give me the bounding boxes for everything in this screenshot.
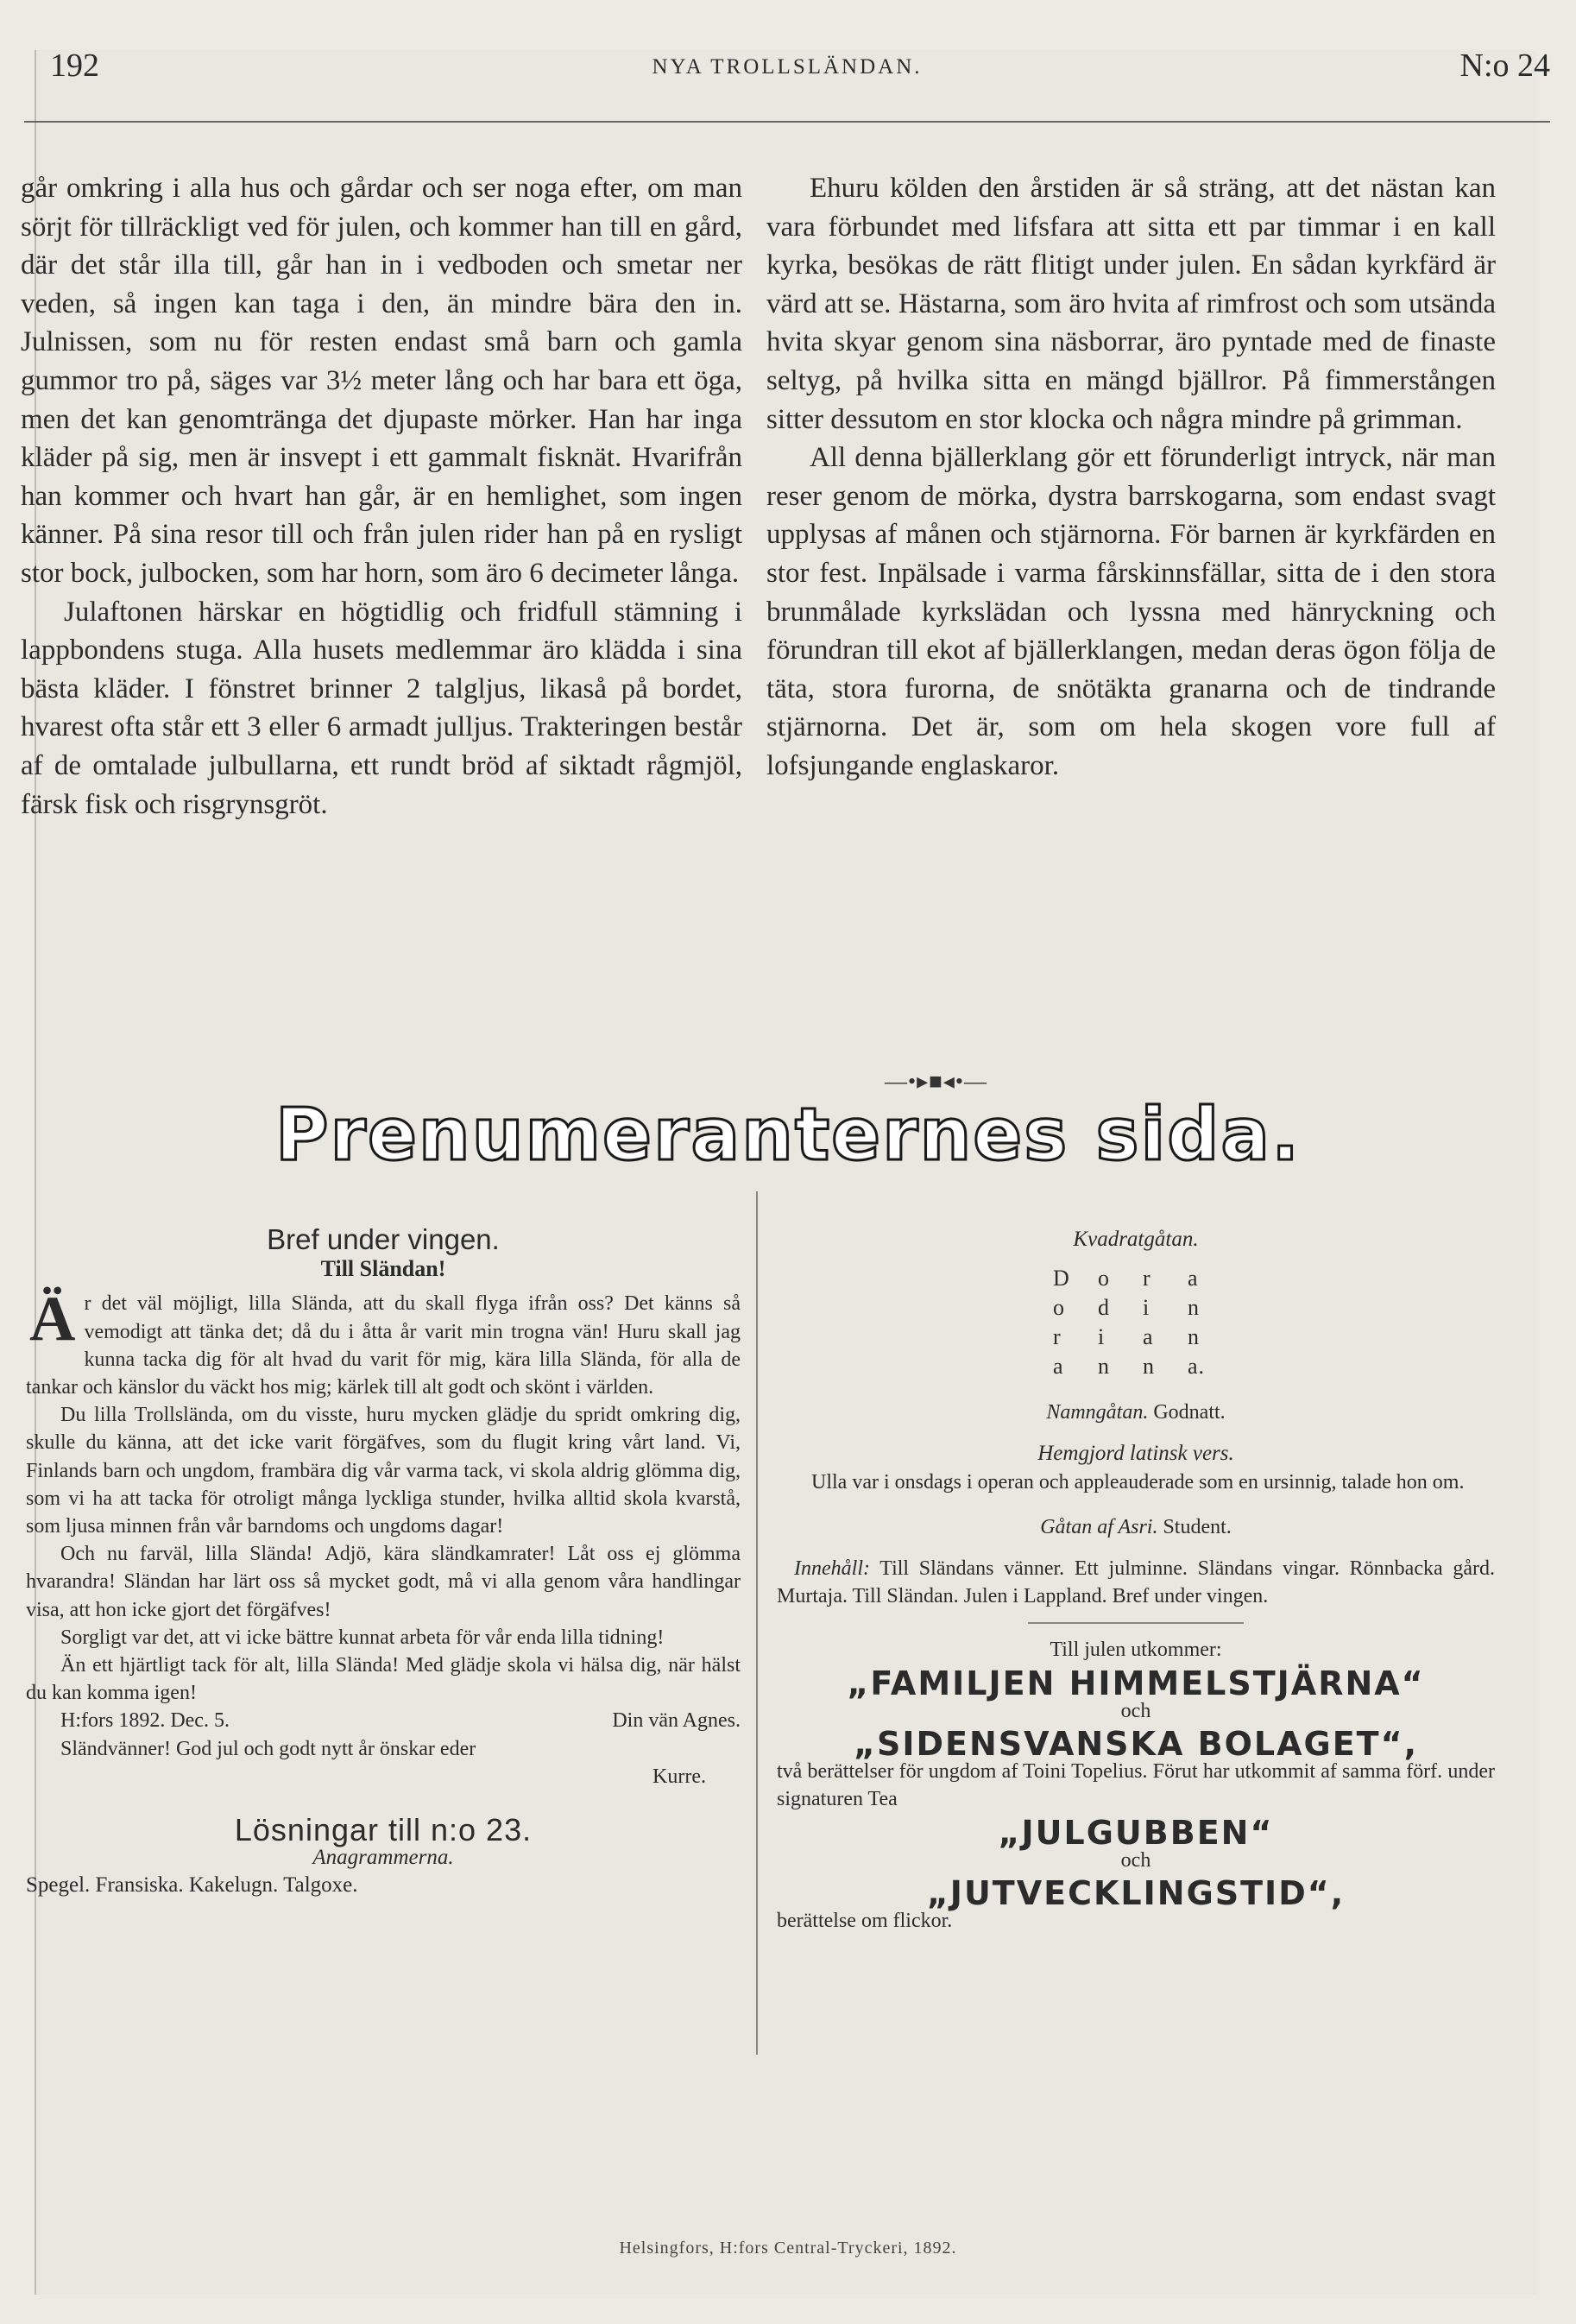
namngatan-label: Namngåtan. [1046,1401,1149,1424]
grid-cell: r [1053,1324,1062,1350]
grid-cell: a [1188,1266,1199,1291]
grid-cell: r [1143,1266,1151,1291]
book-title-1: „FAMILJEN HIMMELSTJÄRNA“ [847,1664,1425,1702]
och-1: och [1120,1699,1151,1722]
letter-salutation: Till Sländan! [320,1256,446,1282]
kvadrat-title: Kvadratgåtan. [1073,1228,1199,1251]
book-4-description: berättelse om flickor. [777,1910,953,1933]
book-title-4: „JUTVECKLINGSTID“, [926,1874,1346,1913]
grid-cell: i [1098,1324,1106,1350]
solutions-title: Lösningar till n:o 23. [234,1812,533,1848]
left-paragraph-1: går omkring i alla hus och gårdar och ser noga efter, om man sörjt för tillräckligt ved för julen, och kommer han till en gård, där det står illa till, går han in i vedboden och smetar ner veden, så ingen kan taga i den, än mindre bära den in. Julnissen, som nu för resten endast små barn och gamla gummor tro på, säges var 3½ meter lång och har bara ett öga, men det kan genomtränga det djupaste mörker. Han har inga kläder på sig, men är insvept i ett gammalt fisknät. Hvarifrån han kommer och hvart han går, är en hemlighet, som ingen känner. På sina resor till och från julen rider han på en rysligt stor bock, julbocken, som har horn, som äro 6 decimeter långa. [21,173,742,589]
grid-cell: a [1053,1354,1064,1380]
hemgjord-text: Ulla var i onsdags i operan och appleauderade som en ursinnig, talade hon om. [811,1470,1465,1494]
left-column [21,169,742,824]
gatan-label: Gåtan af Asri. [1040,1515,1158,1538]
innehall-text: Till Sländans vänner. Ett julminne. Sländans vingar. Rönnbacka gård. Murtaja. Till Sländan. Julen i Lappland. Bref under vingen. [777,1557,1495,1608]
grid-cell: o [1053,1295,1065,1321]
letter-section [26,1223,741,1900]
issue-number: N:o 24 [1459,47,1550,84]
kvadrat-grid [1053,1264,1495,1381]
gatan-answer: Student. [1163,1515,1232,1538]
book-2-description: två berättelser för ungdom af Toini Topelius. Förut har utkommit af samma förf. under signaturen Tea [777,1760,1495,1811]
grid-cell: a. [1188,1354,1206,1380]
letter-place-date: H:fors 1892. Dec. 5. [60,1709,230,1733]
page-number: 192 [50,47,99,84]
solutions-subtitle: Anagrammerna. [312,1846,454,1870]
drop-cap: Ä [29,1284,76,1355]
page-header [24,43,1550,95]
grid-cell: n [1188,1324,1200,1350]
section-ornament: —•▸■◂•— [885,1069,988,1094]
innehall-label: Innehåll: [794,1557,870,1581]
grid-cell: n [1098,1354,1110,1380]
grid-cell: a [1143,1324,1154,1350]
right-paragraph-1: Ehuru kölden den årstiden är så sträng, att det nästan kan vara förbundet med lifsfara att sitta ett par timmar i en kall kyrka, besökas de rätt flitigt under julen. En sådan kyrkfärd är värd att se. Hästarna, som äro hvita af rimfrost och som utsända hvita skyar genom sina näsborrar, äro pyntade med de finaste seltyg, på hvilka sitta en mängd bjällror. På fimmerstången sitter dessutom en stor klocka och några mindre på grimman. [766,173,1496,435]
letter-paragraph-5: Än ett hjärtligt tack för alt, lilla Sländа! Med glädje skola vi hälsa dig, när hälst du kan komma igen! [26,1654,741,1705]
namngatan-answer: Godnatt. [1153,1401,1226,1424]
grid-cell: n [1143,1354,1155,1380]
grid-cell: i [1143,1295,1150,1321]
letter-paragraph-1: r det väl möjligt, lilla Sländа, att du skall flyga ifrån oss? Det känns så vemodigt att tänka det; då du i åtta år varit min trogna vän! Huru skall jag kunna tacka dig för alt hvad du varit för mig, kära lilla Sländа, för alla de tankar och känslor du väckt hos mig; kärlek till alt godt och skönt i världen. [26,1292,741,1399]
journal-title: NYA TROLLSLÄNDAN. [652,55,923,79]
letter-greeting: Sländvänner! God jul och godt nytt år önskar eder [60,1737,476,1760]
letter-greeting-signature: Kurre. [652,1765,706,1788]
book-title-2: „SIDENSVANSKA BOLAGET“, [853,1725,1419,1764]
letter-paragraph-3: Och nu farväl, lilla Sländа! Adjö, kära sländkamrater! Låt oss ej glömma hvarandra! Sländan har lärt oss så mycket godt, må vi alla genom våra handlingar visa, att hon icke gjort det förgäfves! [26,1543,741,1621]
hemgjord-title: Hemgjord latinsk vers. [1037,1442,1234,1466]
column-divider [756,1191,758,2055]
letter-signature: Din vän Agnes. [612,1709,741,1733]
grid-cell: d [1098,1295,1110,1321]
section-title: Prenumeranternes sida. [274,1092,1302,1177]
letter-paragraph-2: Du lilla Trollslända, om du visste, huru mycken glädje du spridt omkring dig, skulle du känna, att det icke varit förgäfves, som du flugit kring vårt land. Vi, Finlands barn och ungdom, frambära dig vår varma tack, vi skola aldrig glömma dig, som vi ha att tacka för otroligt många lyckliga stunder, hvilka alltid skola kvarstå, som ljusa minnen från vår barndoms och ungdoms dagar! [26,1404,741,1538]
short-rule [1028,1622,1244,1624]
letter-title: Bref under vingen. [267,1223,500,1255]
puzzles-section [777,1226,1495,1935]
och-2: och [1120,1848,1151,1872]
right-column [766,169,1496,786]
grid-cell: D [1053,1266,1070,1291]
printer-footer: Helsingfors, H:fors Central-Tryckeri, 1892. [619,2239,957,2258]
letter-paragraph-4: Sorgligt var det, att vi icke bättre kunnat arbeta för vår enda lilla tidning! [60,1626,665,1649]
coming-label: Till julen utkommer: [1050,1639,1222,1662]
grid-cell: o [1098,1266,1110,1291]
solutions-answers: Spegel. Fransiska. Kakelugn. Talgoxe. [26,1873,358,1898]
book-title-3: „JULGUBBEN“ [998,1813,1274,1852]
right-paragraph-2: All denna bjällerklang gör ett förunderligt intryck, när man reser genom de mörka, dystra barrskogarna, som endast svagt upplysas af månen och stjärnorna. För barnen är kyrkfärden en stor fest. Inpälsade i varma fårskinnsfällar, sitta de i den stora brunmålade kyrkslädan och lyssna med hänryckning och förundran till ekot af bjällerklangen, medan deras ögon följa de täta, stora furorna, de snötäkta granarna och de tindrande stjärnorna. Det är, som om hela skogen vore full af lofsjungande englaskaror. [766,442,1496,781]
left-paragraph-2: Julaftonen härskar en högtidlig och fridfull stämning i lappbondens stuga. Alla husets medlemmar äro klädda i sina bästa kläder. I fönstret brinner 2 talgljus, likaså på bordet, hvarest ofta står ett 3 eller 6 armadt julljus. Trakteringen består af de omtalade julbullarna, ett rundt bröd af siktadt rågmjöl, färsk fisk och risgrynsgröt. [21,596,742,820]
grid-cell: n [1188,1295,1200,1321]
header-rule [24,121,1550,123]
